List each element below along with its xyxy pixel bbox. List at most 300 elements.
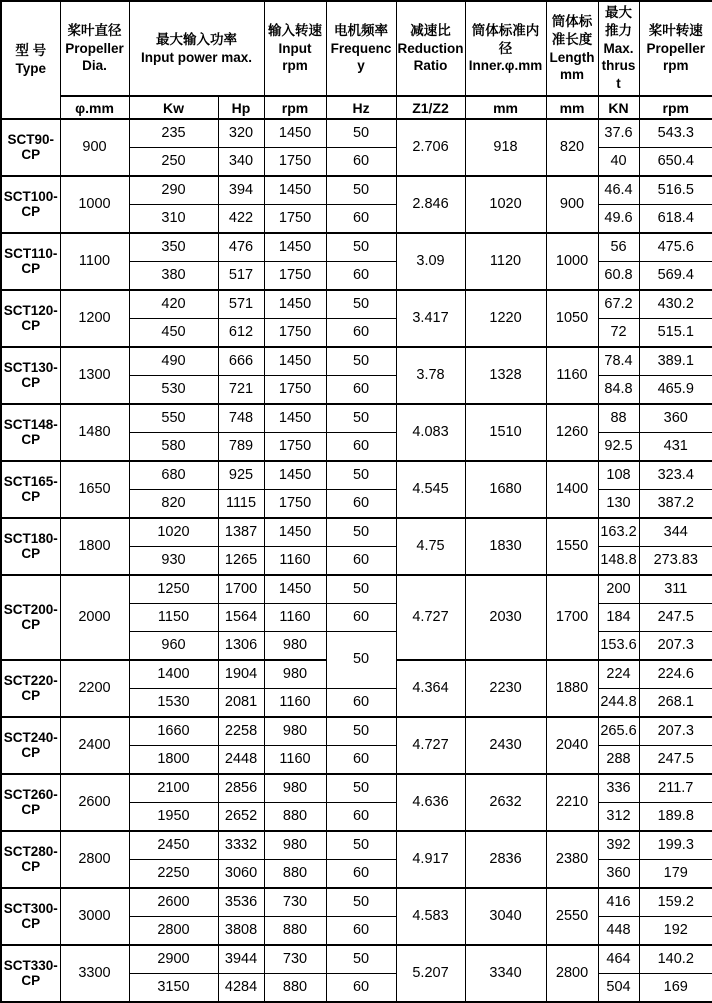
frequency-cell: 60 bbox=[326, 917, 396, 946]
max-thrust-cell: 92.5 bbox=[598, 433, 639, 462]
input-rpm-cell: 1450 bbox=[264, 347, 326, 376]
input-power-hp-cell: 340 bbox=[218, 148, 264, 177]
input-power-kw-cell: 1950 bbox=[129, 803, 218, 832]
reduction-ratio-cell: 4.364 bbox=[396, 660, 465, 717]
input-power-kw-cell: 1400 bbox=[129, 660, 218, 689]
length-cell: 1880 bbox=[546, 660, 598, 717]
reduction-ratio-cell: 3.417 bbox=[396, 290, 465, 347]
frequency-cell: 60 bbox=[326, 262, 396, 291]
input-power-hp-cell: 1306 bbox=[218, 632, 264, 661]
frequency-cell: 60 bbox=[326, 148, 396, 177]
frequency-cell: 60 bbox=[326, 205, 396, 234]
reduction-ratio-cell: 4.727 bbox=[396, 717, 465, 774]
frequency-cell: 60 bbox=[326, 319, 396, 348]
input-power-hp-cell: 666 bbox=[218, 347, 264, 376]
input-power-kw-cell: 380 bbox=[129, 262, 218, 291]
inner-dia-cell: 3040 bbox=[465, 888, 546, 945]
reduction-ratio-cell: 4.083 bbox=[396, 404, 465, 461]
max-thrust-cell: 336 bbox=[598, 774, 639, 803]
frequency-cell: 60 bbox=[326, 746, 396, 775]
max-thrust-cell: 56 bbox=[598, 233, 639, 262]
table-row bbox=[1, 347, 712, 376]
input-power-kw-cell: 1150 bbox=[129, 604, 218, 632]
frequency-cell: 50 bbox=[326, 119, 396, 148]
inner-dia-cell: 918 bbox=[465, 119, 546, 176]
input-rpm-cell: 1450 bbox=[264, 176, 326, 205]
input-power-hp-cell: 2081 bbox=[218, 689, 264, 718]
propeller-dia-cell: 1200 bbox=[60, 290, 129, 347]
input-power-hp-cell: 476 bbox=[218, 233, 264, 262]
propeller-rpm-cell: 475.6 bbox=[639, 233, 712, 262]
input-power-kw-cell: 350 bbox=[129, 233, 218, 262]
propeller-rpm-cell: 247.5 bbox=[639, 604, 712, 632]
input-power-hp-cell: 3808 bbox=[218, 917, 264, 946]
propeller-dia-cell: 1800 bbox=[60, 518, 129, 575]
propeller-rpm-cell: 569.4 bbox=[639, 262, 712, 291]
col-header-propeller-dia bbox=[60, 1, 129, 96]
input-power-kw-cell: 930 bbox=[129, 547, 218, 576]
input-power-kw-cell: 2900 bbox=[129, 945, 218, 974]
table-body bbox=[1, 119, 712, 1002]
max-thrust-cell: 504 bbox=[598, 974, 639, 1003]
input-power-hp-cell: 394 bbox=[218, 176, 264, 205]
propeller-dia-cell: 2600 bbox=[60, 774, 129, 831]
input-power-hp-cell: 3060 bbox=[218, 860, 264, 889]
unit-thrust: KN bbox=[598, 96, 639, 119]
max-thrust-cell: 244.8 bbox=[598, 689, 639, 718]
header-label-en: Input rpm bbox=[278, 40, 312, 74]
input-power-kw-cell: 290 bbox=[129, 176, 218, 205]
reduction-ratio-cell: 4.75 bbox=[396, 518, 465, 575]
reduction-ratio-cell: 4.583 bbox=[396, 888, 465, 945]
input-power-hp-cell: 422 bbox=[218, 205, 264, 234]
input-power-kw-cell: 420 bbox=[129, 290, 218, 319]
propeller-rpm-cell: 179 bbox=[639, 860, 712, 889]
input-power-hp-cell: 571 bbox=[218, 290, 264, 319]
unit-length: mm bbox=[546, 96, 598, 119]
model-name-cell: SCT90-CP bbox=[1, 119, 60, 176]
propeller-rpm-cell: 247.5 bbox=[639, 746, 712, 775]
reduction-ratio-cell: 4.636 bbox=[396, 774, 465, 831]
unit-power-kw: Kw bbox=[129, 96, 218, 119]
header-label-en: Input power max. bbox=[141, 49, 253, 65]
input-rpm-cell: 880 bbox=[264, 974, 326, 1003]
input-rpm-cell: 1160 bbox=[264, 604, 326, 632]
length-cell: 2550 bbox=[546, 888, 598, 945]
frequency-cell: 50 bbox=[326, 461, 396, 490]
input-rpm-cell: 1160 bbox=[264, 547, 326, 576]
input-rpm-cell: 880 bbox=[264, 803, 326, 832]
propeller-rpm-cell: 268.1 bbox=[639, 689, 712, 718]
max-thrust-cell: 88 bbox=[598, 404, 639, 433]
input-power-hp-cell: 2856 bbox=[218, 774, 264, 803]
max-thrust-cell: 67.2 bbox=[598, 290, 639, 319]
frequency-cell: 60 bbox=[326, 376, 396, 405]
inner-dia-cell: 1328 bbox=[465, 347, 546, 404]
reduction-ratio-cell: 2.846 bbox=[396, 176, 465, 233]
table-row bbox=[1, 461, 712, 490]
input-rpm-cell: 1450 bbox=[264, 119, 326, 148]
col-header-length bbox=[546, 1, 598, 96]
input-power-kw-cell: 1250 bbox=[129, 575, 218, 604]
propeller-rpm-cell: 159.2 bbox=[639, 888, 712, 917]
max-thrust-cell: 108 bbox=[598, 461, 639, 490]
length-cell: 1160 bbox=[546, 347, 598, 404]
unit-propeller-rpm: rpm bbox=[639, 96, 712, 119]
max-thrust-cell: 72 bbox=[598, 319, 639, 348]
length-cell: 1400 bbox=[546, 461, 598, 518]
header-label-en: Type bbox=[15, 61, 46, 76]
input-power-hp-cell: 789 bbox=[218, 433, 264, 462]
input-power-kw-cell: 310 bbox=[129, 205, 218, 234]
frequency-cell: 50 bbox=[326, 233, 396, 262]
length-cell: 2800 bbox=[546, 945, 598, 1002]
model-name-cell: SCT280-CP bbox=[1, 831, 60, 888]
table-row bbox=[1, 575, 712, 604]
header-label-en: Propeller Dia. bbox=[65, 40, 124, 74]
table-row bbox=[1, 233, 712, 262]
inner-dia-cell: 2632 bbox=[465, 774, 546, 831]
max-thrust-cell: 288 bbox=[598, 746, 639, 775]
propeller-dia-cell: 900 bbox=[60, 119, 129, 176]
col-header-input-rpm bbox=[264, 1, 326, 96]
propeller-dia-cell: 2000 bbox=[60, 575, 129, 660]
max-thrust-cell: 148.8 bbox=[598, 547, 639, 576]
input-rpm-cell: 1750 bbox=[264, 433, 326, 462]
header-label-zh: 最大输入功率 bbox=[156, 31, 237, 47]
propeller-dia-cell: 2400 bbox=[60, 717, 129, 774]
max-thrust-cell: 392 bbox=[598, 831, 639, 860]
inner-dia-cell: 1830 bbox=[465, 518, 546, 575]
table-row bbox=[1, 945, 712, 974]
input-power-hp-cell: 320 bbox=[218, 119, 264, 148]
input-rpm-cell: 980 bbox=[264, 831, 326, 860]
input-power-kw-cell: 820 bbox=[129, 490, 218, 519]
model-name-cell: SCT130-CP bbox=[1, 347, 60, 404]
propeller-rpm-cell: 516.5 bbox=[639, 176, 712, 205]
reduction-ratio-cell: 3.78 bbox=[396, 347, 465, 404]
propeller-rpm-cell: 224.6 bbox=[639, 660, 712, 689]
input-rpm-cell: 1450 bbox=[264, 404, 326, 433]
table-row bbox=[1, 176, 712, 205]
input-power-hp-cell: 2258 bbox=[218, 717, 264, 746]
unit-propeller-dia: φ.mm bbox=[60, 96, 129, 119]
header-label-zh: 筒体标准长度 bbox=[551, 13, 593, 47]
max-thrust-cell: 163.2 bbox=[598, 518, 639, 547]
frequency-cell: 50 bbox=[326, 518, 396, 547]
length-cell: 2040 bbox=[546, 717, 598, 774]
max-thrust-cell: 312 bbox=[598, 803, 639, 832]
max-thrust-cell: 184 bbox=[598, 604, 639, 632]
length-cell: 1260 bbox=[546, 404, 598, 461]
input-power-kw-cell: 2250 bbox=[129, 860, 218, 889]
input-rpm-cell: 1750 bbox=[264, 148, 326, 177]
propeller-rpm-cell: 618.4 bbox=[639, 205, 712, 234]
length-cell: 1700 bbox=[546, 575, 598, 660]
table-row bbox=[1, 888, 712, 917]
model-name-cell: SCT330-CP bbox=[1, 945, 60, 1002]
frequency-cell: 50 bbox=[326, 632, 396, 689]
input-rpm-cell: 980 bbox=[264, 717, 326, 746]
propeller-dia-cell: 1650 bbox=[60, 461, 129, 518]
reduction-ratio-cell: 3.09 bbox=[396, 233, 465, 290]
max-thrust-cell: 49.6 bbox=[598, 205, 639, 234]
max-thrust-cell: 153.6 bbox=[598, 632, 639, 661]
propeller-rpm-cell: 140.2 bbox=[639, 945, 712, 974]
length-cell: 1550 bbox=[546, 518, 598, 575]
input-power-hp-cell: 721 bbox=[218, 376, 264, 405]
header-label-en: Propeller rpm bbox=[646, 40, 706, 74]
reduction-ratio-cell: 4.545 bbox=[396, 461, 465, 518]
input-power-kw-cell: 490 bbox=[129, 347, 218, 376]
header-label-zh: 桨叶直径 bbox=[67, 22, 122, 38]
propeller-rpm-cell: 207.3 bbox=[639, 717, 712, 746]
model-name-cell: SCT180-CP bbox=[1, 518, 60, 575]
frequency-cell: 60 bbox=[326, 689, 396, 718]
col-header-input-power bbox=[129, 1, 264, 96]
header-label-zh: 输入转速 bbox=[268, 22, 323, 38]
propeller-rpm-cell: 650.4 bbox=[639, 148, 712, 177]
propeller-dia-cell: 1100 bbox=[60, 233, 129, 290]
input-power-kw-cell: 2800 bbox=[129, 917, 218, 946]
inner-dia-cell: 2836 bbox=[465, 831, 546, 888]
propeller-rpm-cell: 389.1 bbox=[639, 347, 712, 376]
unit-frequency: Hz bbox=[326, 96, 396, 119]
propeller-rpm-cell: 199.3 bbox=[639, 831, 712, 860]
input-rpm-cell: 980 bbox=[264, 774, 326, 803]
input-power-kw-cell: 235 bbox=[129, 119, 218, 148]
max-thrust-cell: 416 bbox=[598, 888, 639, 917]
max-thrust-cell: 448 bbox=[598, 917, 639, 946]
input-power-hp-cell: 3332 bbox=[218, 831, 264, 860]
propeller-rpm-cell: 360 bbox=[639, 404, 712, 433]
frequency-cell: 60 bbox=[326, 974, 396, 1003]
propeller-rpm-cell: 211.7 bbox=[639, 774, 712, 803]
input-power-kw-cell: 2450 bbox=[129, 831, 218, 860]
header-label-zh: 减速比 bbox=[410, 22, 451, 38]
frequency-cell: 50 bbox=[326, 575, 396, 604]
unit-power-hp: Hp bbox=[218, 96, 264, 119]
input-power-hp-cell: 3536 bbox=[218, 888, 264, 917]
frequency-cell: 50 bbox=[326, 176, 396, 205]
input-power-kw-cell: 1530 bbox=[129, 689, 218, 718]
header-label-en: Inner.φ.mm bbox=[468, 58, 543, 74]
frequency-cell: 60 bbox=[326, 490, 396, 519]
input-power-hp-cell: 2448 bbox=[218, 746, 264, 775]
header-label-en: Frequency bbox=[330, 40, 392, 74]
input-rpm-cell: 1450 bbox=[264, 290, 326, 319]
model-name-cell: SCT120-CP bbox=[1, 290, 60, 347]
inner-dia-cell: 1680 bbox=[465, 461, 546, 518]
propeller-rpm-cell: 465.9 bbox=[639, 376, 712, 405]
input-power-hp-cell: 517 bbox=[218, 262, 264, 291]
input-rpm-cell: 1450 bbox=[264, 461, 326, 490]
input-power-kw-cell: 1660 bbox=[129, 717, 218, 746]
inner-dia-cell: 1120 bbox=[465, 233, 546, 290]
frequency-cell: 50 bbox=[326, 347, 396, 376]
table-row bbox=[1, 290, 712, 319]
model-name-cell: SCT165-CP bbox=[1, 461, 60, 518]
input-power-hp-cell: 4284 bbox=[218, 974, 264, 1003]
col-header-reduction-ratio bbox=[396, 1, 465, 96]
frequency-cell: 60 bbox=[326, 433, 396, 462]
length-cell: 820 bbox=[546, 119, 598, 176]
inner-dia-cell: 1020 bbox=[465, 176, 546, 233]
inner-dia-cell: 3340 bbox=[465, 945, 546, 1002]
model-name-cell: SCT110-CP bbox=[1, 233, 60, 290]
header-label-zh: 筒体标准内径 bbox=[471, 22, 540, 56]
input-rpm-cell: 980 bbox=[264, 632, 326, 661]
max-thrust-cell: 84.8 bbox=[598, 376, 639, 405]
table-row bbox=[1, 774, 712, 803]
input-power-hp-cell: 1387 bbox=[218, 518, 264, 547]
reduction-ratio-cell: 4.917 bbox=[396, 831, 465, 888]
propeller-dia-cell: 2200 bbox=[60, 660, 129, 717]
propeller-rpm-cell: 169 bbox=[639, 974, 712, 1003]
max-thrust-cell: 360 bbox=[598, 860, 639, 889]
propeller-dia-cell: 2800 bbox=[60, 831, 129, 888]
propeller-rpm-cell: 430.2 bbox=[639, 290, 712, 319]
unit-ratio: Z1/Z2 bbox=[396, 96, 465, 119]
input-power-hp-cell: 748 bbox=[218, 404, 264, 433]
inner-dia-cell: 2230 bbox=[465, 660, 546, 717]
max-thrust-cell: 464 bbox=[598, 945, 639, 974]
input-rpm-cell: 1450 bbox=[264, 518, 326, 547]
reduction-ratio-cell: 2.706 bbox=[396, 119, 465, 176]
table-row bbox=[1, 119, 712, 148]
frequency-cell: 50 bbox=[326, 290, 396, 319]
propeller-rpm-cell: 273.83 bbox=[639, 547, 712, 576]
unit-input-rpm: rpm bbox=[264, 96, 326, 119]
input-rpm-cell: 1750 bbox=[264, 490, 326, 519]
frequency-cell: 50 bbox=[326, 717, 396, 746]
propeller-dia-cell: 1000 bbox=[60, 176, 129, 233]
input-rpm-cell: 880 bbox=[264, 860, 326, 889]
input-power-kw-cell: 2600 bbox=[129, 888, 218, 917]
max-thrust-cell: 200 bbox=[598, 575, 639, 604]
input-rpm-cell: 1450 bbox=[264, 233, 326, 262]
propeller-rpm-cell: 207.3 bbox=[639, 632, 712, 661]
header-row-main bbox=[1, 1, 712, 96]
max-thrust-cell: 60.8 bbox=[598, 262, 639, 291]
max-thrust-cell: 37.6 bbox=[598, 119, 639, 148]
propeller-rpm-cell: 323.4 bbox=[639, 461, 712, 490]
input-power-kw-cell: 3150 bbox=[129, 974, 218, 1003]
frequency-cell: 60 bbox=[326, 803, 396, 832]
table-header bbox=[1, 1, 712, 119]
input-power-hp-cell: 925 bbox=[218, 461, 264, 490]
length-cell: 900 bbox=[546, 176, 598, 233]
input-rpm-cell: 1750 bbox=[264, 262, 326, 291]
input-power-kw-cell: 680 bbox=[129, 461, 218, 490]
max-thrust-cell: 40 bbox=[598, 148, 639, 177]
input-rpm-cell: 1750 bbox=[264, 376, 326, 405]
propeller-rpm-cell: 192 bbox=[639, 917, 712, 946]
propeller-dia-cell: 1480 bbox=[60, 404, 129, 461]
frequency-cell: 50 bbox=[326, 888, 396, 917]
col-header-max-thrust bbox=[598, 1, 639, 96]
max-thrust-cell: 46.4 bbox=[598, 176, 639, 205]
frequency-cell: 50 bbox=[326, 774, 396, 803]
input-rpm-cell: 730 bbox=[264, 888, 326, 917]
model-name-cell: SCT300-CP bbox=[1, 888, 60, 945]
input-power-hp-cell: 1700 bbox=[218, 575, 264, 604]
input-power-kw-cell: 250 bbox=[129, 148, 218, 177]
col-header-propeller-rpm bbox=[639, 1, 712, 96]
input-rpm-cell: 980 bbox=[264, 660, 326, 689]
input-power-kw-cell: 2100 bbox=[129, 774, 218, 803]
table-row bbox=[1, 518, 712, 547]
propeller-dia-cell: 3000 bbox=[60, 888, 129, 945]
input-power-kw-cell: 1020 bbox=[129, 518, 218, 547]
propeller-dia-cell: 1300 bbox=[60, 347, 129, 404]
model-name-cell: SCT240-CP bbox=[1, 717, 60, 774]
inner-dia-cell: 1510 bbox=[465, 404, 546, 461]
length-cell: 2210 bbox=[546, 774, 598, 831]
frequency-cell: 60 bbox=[326, 860, 396, 889]
propeller-rpm-cell: 515.1 bbox=[639, 319, 712, 348]
header-row-units bbox=[1, 96, 712, 119]
table-row bbox=[1, 717, 712, 746]
input-power-kw-cell: 580 bbox=[129, 433, 218, 462]
model-name-cell: SCT220-CP bbox=[1, 660, 60, 717]
input-power-hp-cell: 1564 bbox=[218, 604, 264, 632]
col-header-inner-dia bbox=[465, 1, 546, 96]
header-label-zh: 桨叶转速 bbox=[648, 22, 703, 38]
propeller-rpm-cell: 311 bbox=[639, 575, 712, 604]
col-header-type bbox=[1, 1, 60, 119]
input-rpm-cell: 1750 bbox=[264, 319, 326, 348]
inner-dia-cell: 2430 bbox=[465, 717, 546, 774]
propeller-dia-cell: 3300 bbox=[60, 945, 129, 1002]
input-power-kw-cell: 960 bbox=[129, 632, 218, 661]
propeller-rpm-cell: 431 bbox=[639, 433, 712, 462]
input-power-hp-cell: 3944 bbox=[218, 945, 264, 974]
propeller-rpm-cell: 543.3 bbox=[639, 119, 712, 148]
model-name-cell: SCT200-CP bbox=[1, 575, 60, 660]
model-name-cell: SCT148-CP bbox=[1, 404, 60, 461]
header-label-zh: 型 号 bbox=[15, 43, 47, 59]
header-label-en: Max. thrust bbox=[601, 40, 636, 92]
input-power-hp-cell: 1265 bbox=[218, 547, 264, 576]
max-thrust-cell: 78.4 bbox=[598, 347, 639, 376]
input-power-hp-cell: 612 bbox=[218, 319, 264, 348]
input-rpm-cell: 1450 bbox=[264, 575, 326, 604]
length-cell: 1050 bbox=[546, 290, 598, 347]
input-power-hp-cell: 1904 bbox=[218, 660, 264, 689]
model-name-cell: SCT100-CP bbox=[1, 176, 60, 233]
propeller-rpm-cell: 344 bbox=[639, 518, 712, 547]
propeller-rpm-cell: 387.2 bbox=[639, 490, 712, 519]
input-rpm-cell: 730 bbox=[264, 945, 326, 974]
input-rpm-cell: 1750 bbox=[264, 205, 326, 234]
max-thrust-cell: 265.6 bbox=[598, 717, 639, 746]
header-label-zh: 最大推力 bbox=[605, 4, 633, 38]
frequency-cell: 50 bbox=[326, 831, 396, 860]
frequency-cell: 50 bbox=[326, 404, 396, 433]
input-rpm-cell: 1160 bbox=[264, 746, 326, 775]
input-power-kw-cell: 550 bbox=[129, 404, 218, 433]
max-thrust-cell: 130 bbox=[598, 490, 639, 519]
input-rpm-cell: 1160 bbox=[264, 689, 326, 718]
input-power-kw-cell: 1800 bbox=[129, 746, 218, 775]
frequency-cell: 60 bbox=[326, 547, 396, 576]
frequency-cell: 60 bbox=[326, 604, 396, 632]
input-power-kw-cell: 450 bbox=[129, 319, 218, 348]
length-cell: 2380 bbox=[546, 831, 598, 888]
table-row bbox=[1, 404, 712, 433]
frequency-cell: 50 bbox=[326, 945, 396, 974]
